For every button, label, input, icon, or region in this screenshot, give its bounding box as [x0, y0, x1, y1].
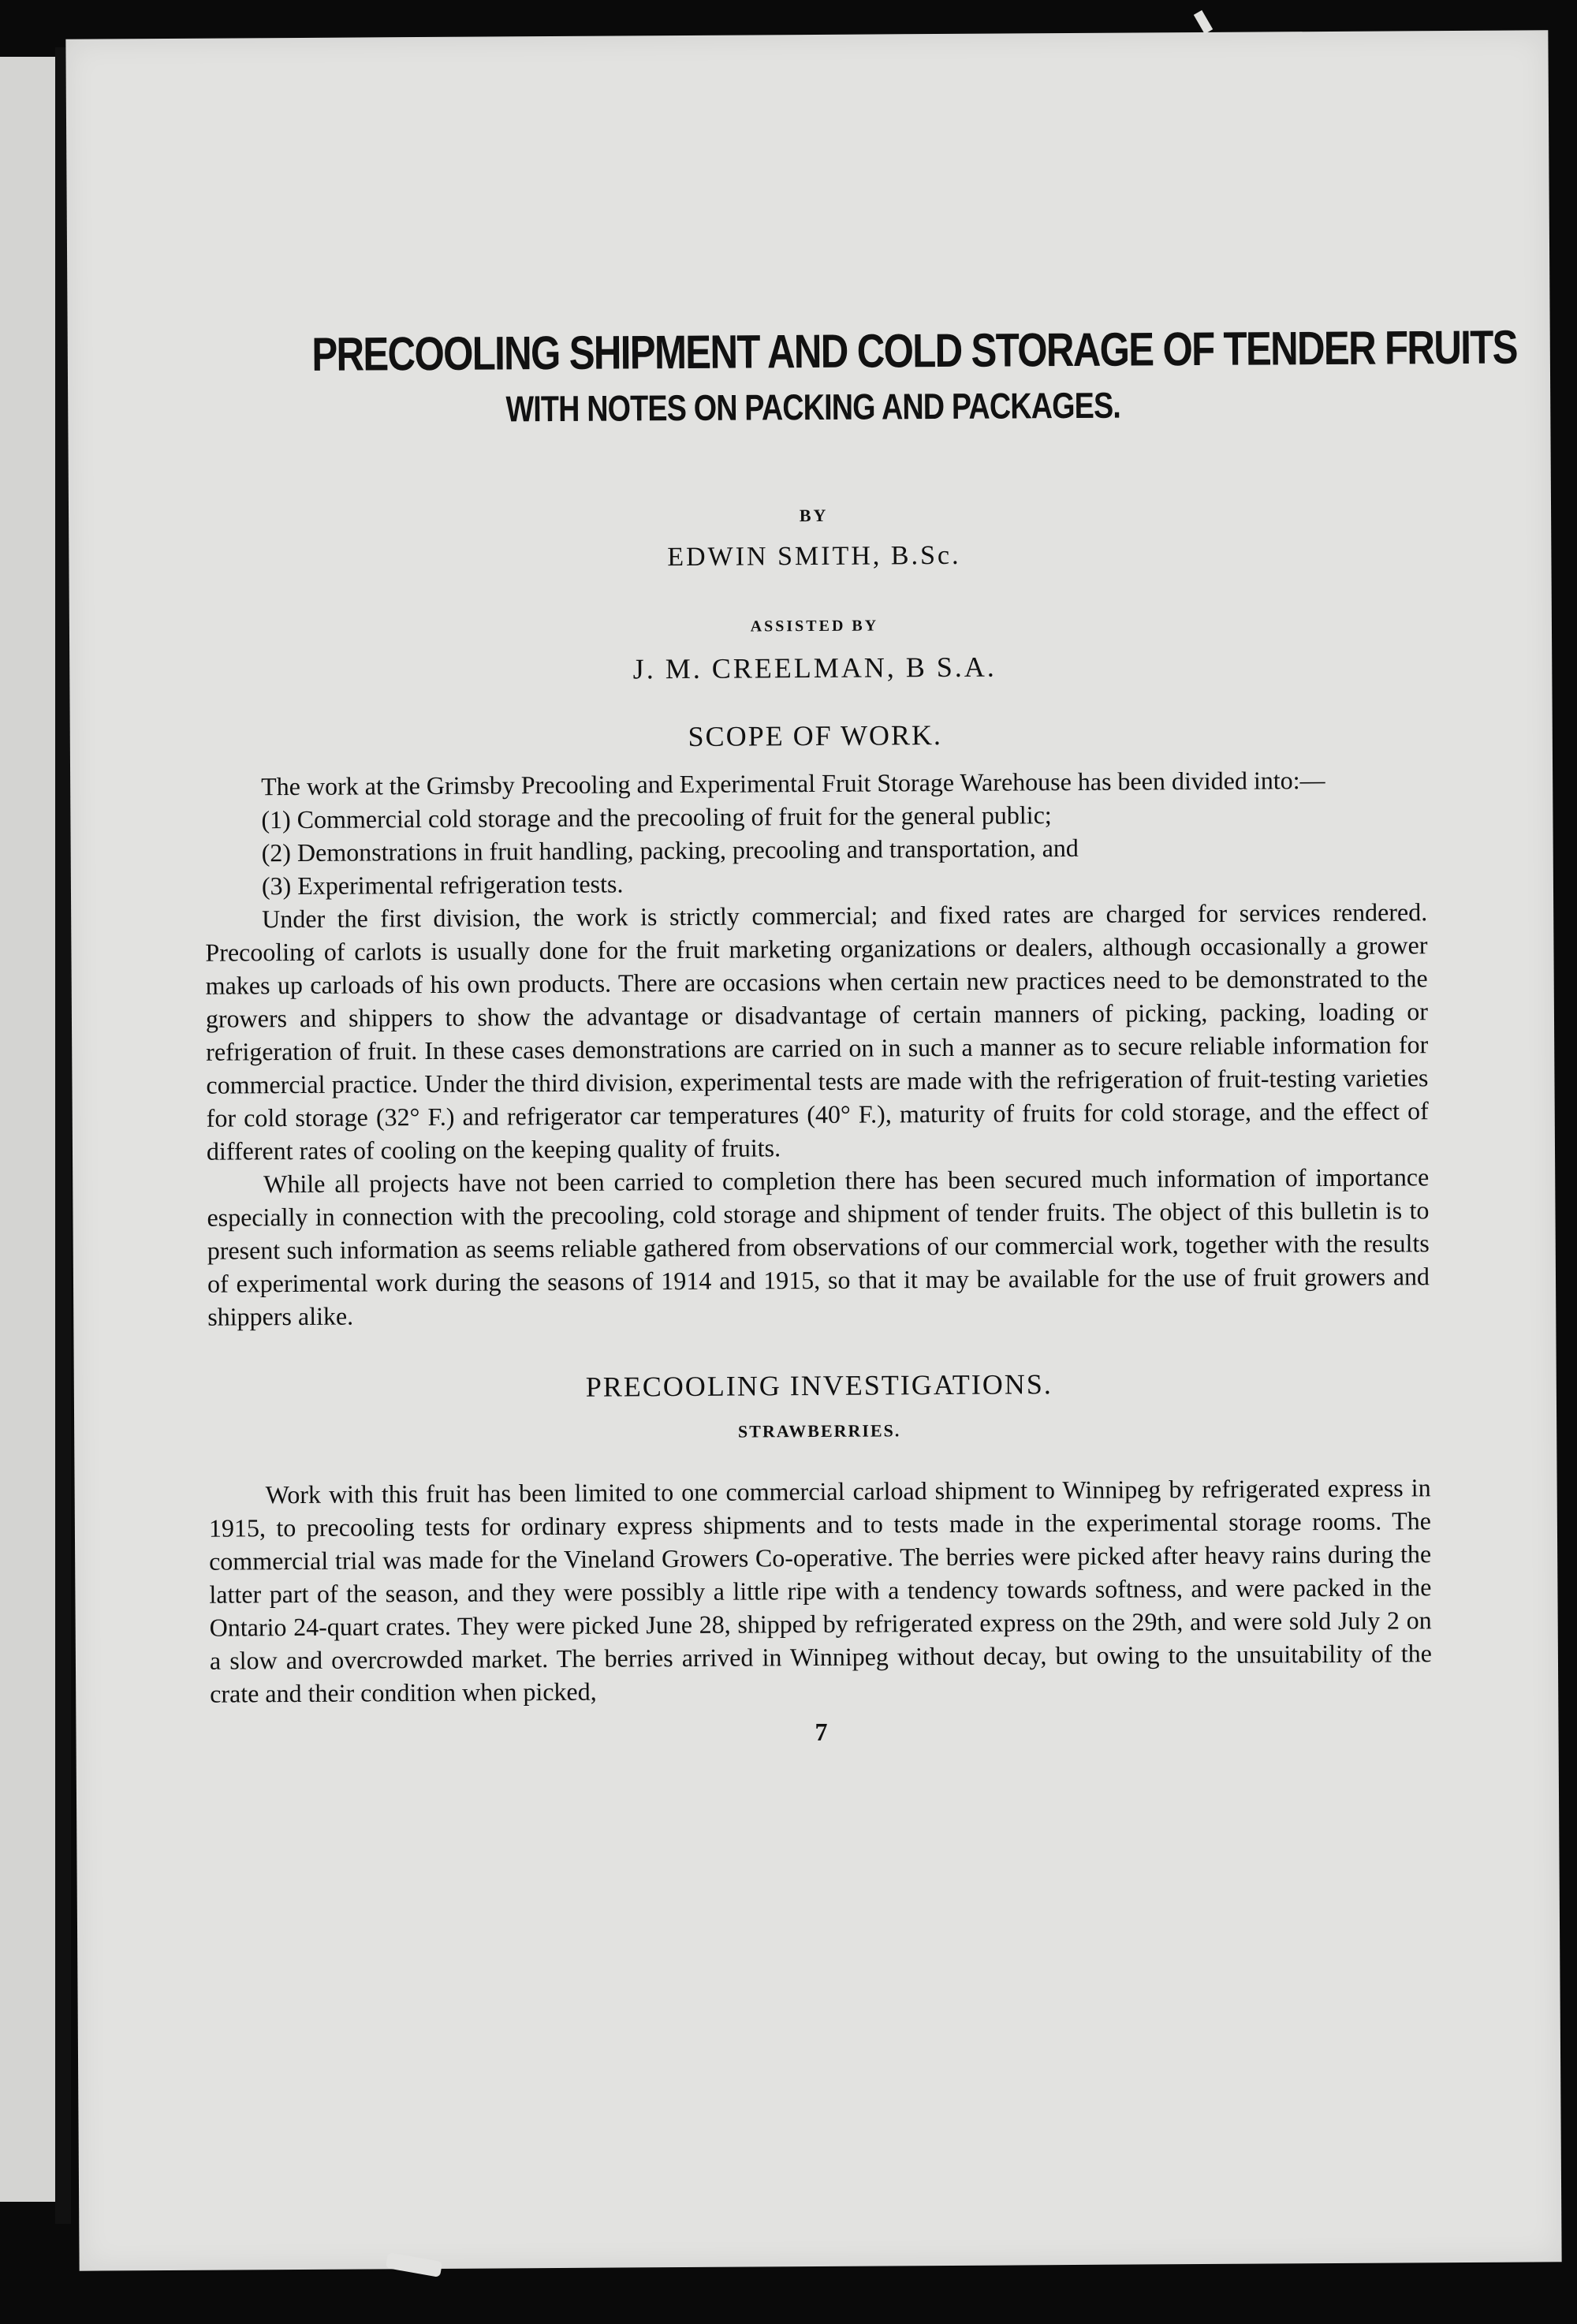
strawberries-heading: STRAWBERRIES.: [737, 1420, 901, 1442]
strawberries-paragraph: Work with this fruit has been limited to one commercial carload shipment to Winnipeg by refrigerated express in 1915, to precooling tests for ordinary express shipments and to tests made in the experimental storage rooms. The commercial trial was made for the Vineland Growers Co-operative. The berries were picked after heavy rains during the latter part of the season, and they were possibly a little ripe with a tendency towards softness, and were packed in the Ontario 24-quart crates. They were picked June 28, shipped by refrigerated express on the 29th, and were sold July 2 on a slow and overcrowded market. The berries arrived in Winnipeg without decay, but owing to the unsuitability of the crate and their condition when picked,: [208, 1473, 1433, 1708]
facing-page-edge: [0, 57, 55, 2202]
scope-paragraph-2: While all projects have not been carried to completion there has been secured much information of importance especially in connection with the precooling, cold storage and shipment of tender fruits. The object of this bulletin is to present such information as seems reliable gathered from observations of our commercial work, together with the results of experimental work during the seasons of 1914 and 1915, so that it may be available for the use of fruit growers and shippers alike.: [207, 1162, 1430, 1331]
document-page: [65, 30, 1561, 2270]
scope-intro: The work at the Grimsby Precooling and Experimental Fruit Storage Warehouse has been divided into:—: [261, 766, 1325, 801]
scope-heading: SCOPE OF WORK.: [688, 718, 943, 752]
assisted-by-label: ASSISTED BY: [750, 617, 879, 636]
document-title: PRECOOLING SHIPMENT AND COLD STORAGE OF TENDER FRUITS: [311, 320, 1518, 381]
document-subtitle: WITH NOTES ON PACKING AND PACKAGES.: [505, 384, 1121, 430]
page-content: [202, 320, 1518, 1750]
assistant-name: J. M. CREELMAN, B S.A.: [632, 651, 997, 685]
scope-item-1: (1) Commercial cold storage and the precooling of fruit for the general public;: [261, 800, 1052, 834]
scan-artifact-top: [1194, 10, 1213, 34]
precooling-heading: PRECOOLING INVESTIGATIONS.: [585, 1368, 1053, 1403]
scope-paragraph-1: Under the first division, the work is strictly commercial; and fixed rates are charged for services rendered. Precooling of carlots is usually done for the fruit marketing organizations or dealers, although occasionally a grower makes up carloads of his own products. There are occasions when certain new practices need to be demonstrated to the growers and shippers to show the advantage or disadvantage of certain manners of picking, packing, loading or refrigeration of fruit. In these cases demonstrations are carried on in such a manner as to secure reliable information for commercial practice. Under the third division, experimental tests are made with the refrigeration of fruit-testing varieties for cold storage (32° F.) and refrigerator car temperatures (40° F.), maturity of fruits for cold storage, and the effect of different rates of cooling on the keeping quality of fruits.: [205, 897, 1429, 1166]
page-number: 7: [815, 1717, 828, 1747]
author-name: EDWIN SMITH, B.Sc.: [667, 540, 961, 573]
by-label: BY: [799, 505, 829, 526]
scope-item-3: (3) Experimental refrigeration tests.: [261, 869, 624, 901]
scope-item-2: (2) Demonstrations in fruit handling, packing, precooling and transportation, and: [261, 833, 1079, 867]
